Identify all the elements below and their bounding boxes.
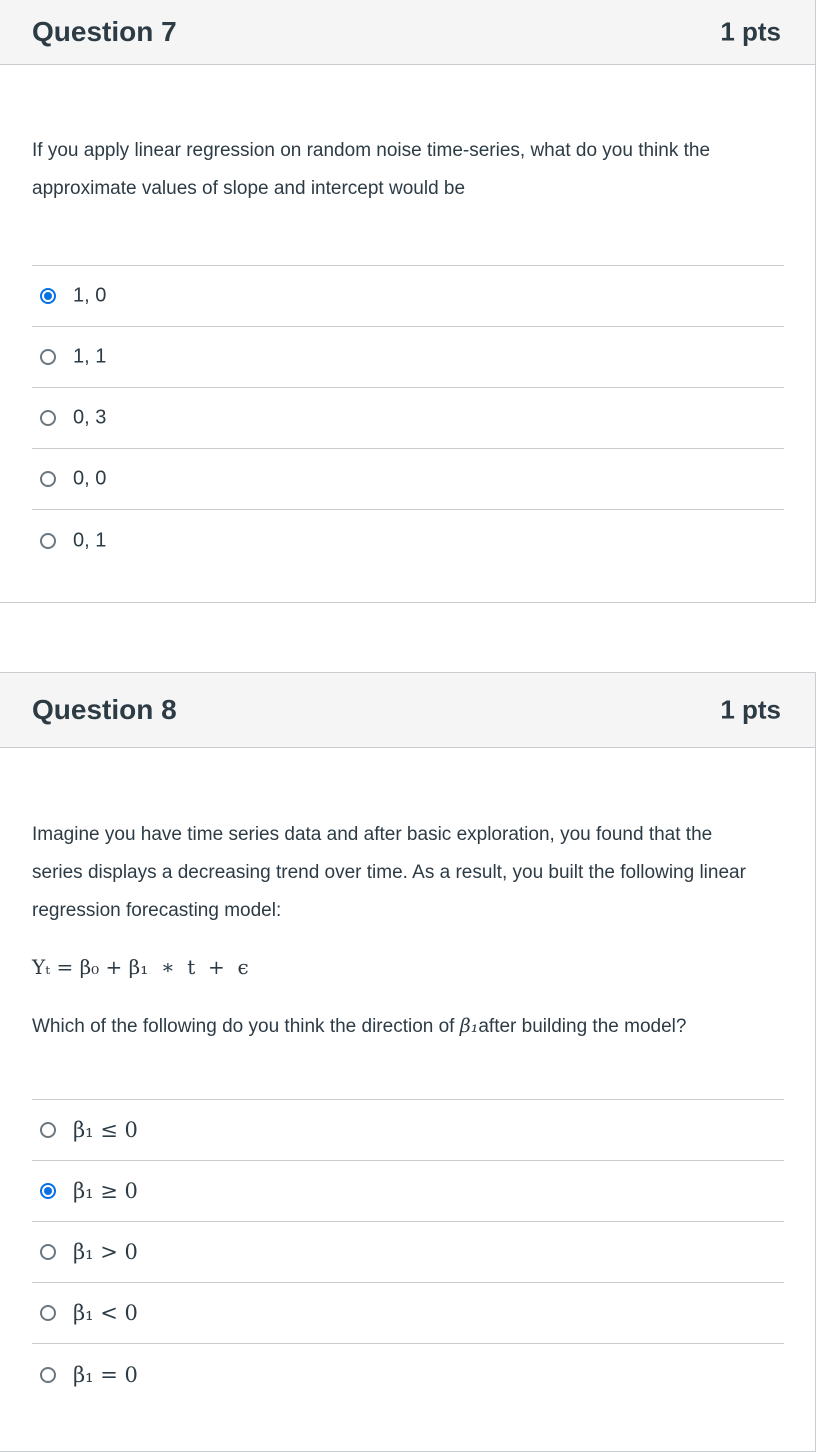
- answer-option[interactable]: [32, 449, 784, 510]
- answer-option[interactable]: [32, 1344, 784, 1405]
- radio-button[interactable]: [40, 1367, 56, 1383]
- answer-option[interactable]: [32, 1100, 784, 1161]
- radio-button[interactable]: [40, 533, 56, 549]
- radio-button[interactable]: [40, 471, 56, 487]
- answer-label: β₁ = 0: [73, 1362, 138, 1387]
- answer-option[interactable]: [32, 266, 784, 327]
- answer-label: β₁ < 0: [73, 1301, 138, 1325]
- question-7-points: 1 pts: [720, 16, 781, 46]
- radio-button-selected[interactable]: [40, 288, 56, 304]
- question-7-card: [0, 0, 816, 603]
- answer-option[interactable]: [32, 327, 784, 388]
- answer-label: 1, 0: [73, 284, 107, 307]
- question-8-title: Question 8: [32, 694, 177, 725]
- answer-label: 0, 1: [73, 529, 107, 551]
- question-8-answers: [32, 1099, 784, 1405]
- beta-1-symbol: β₁: [459, 1015, 479, 1037]
- answer-option[interactable]: [32, 1161, 784, 1222]
- question-8-prompt-suffix: after building the model?: [478, 1016, 687, 1037]
- answer-label: β₁ ≤ 0: [73, 1118, 138, 1142]
- radio-button-selected[interactable]: [40, 1183, 56, 1199]
- question-8-prompt: [32, 1007, 812, 1046]
- answer-label: 1, 1: [73, 345, 107, 368]
- radio-button[interactable]: [40, 1244, 56, 1260]
- regression-formula: Yₜ = β₀ + β₁ ∗ t + ϵ: [32, 955, 249, 979]
- radio-button[interactable]: [40, 410, 56, 426]
- question-7-answers: [32, 265, 784, 571]
- question-8-points: 1 pts: [720, 694, 781, 725]
- radio-button[interactable]: [40, 1122, 56, 1138]
- question-8-card: [0, 672, 816, 1452]
- answer-label: 0, 3: [73, 406, 107, 429]
- answer-label: β₁ ≥ 0: [73, 1179, 138, 1203]
- answer-label: 0, 0: [73, 467, 107, 490]
- question-8-prompt-prefix: Which of the following do you think the direction of: [32, 1016, 460, 1037]
- answer-option[interactable]: [32, 388, 784, 449]
- question-7-title: Question 7: [32, 15, 177, 47]
- question-8-header: [0, 673, 815, 748]
- question-8-text: Imagine you have time series data and after basic exploration, you found that the series displays a decreasing trend over time. As a result, you built the following linear regression forecasting model:: [32, 824, 746, 921]
- answer-label: β₁ > 0: [73, 1240, 138, 1264]
- radio-button[interactable]: [40, 1305, 56, 1321]
- answer-option[interactable]: [32, 510, 784, 571]
- radio-button[interactable]: [40, 349, 56, 365]
- question-7-text: If you apply linear regression on random noise time-series, what do you think the approximate values of slope and intercept would be: [32, 140, 711, 199]
- answer-option[interactable]: [32, 1283, 784, 1344]
- question-7-header: [0, 0, 815, 65]
- answer-option[interactable]: [32, 1222, 784, 1283]
